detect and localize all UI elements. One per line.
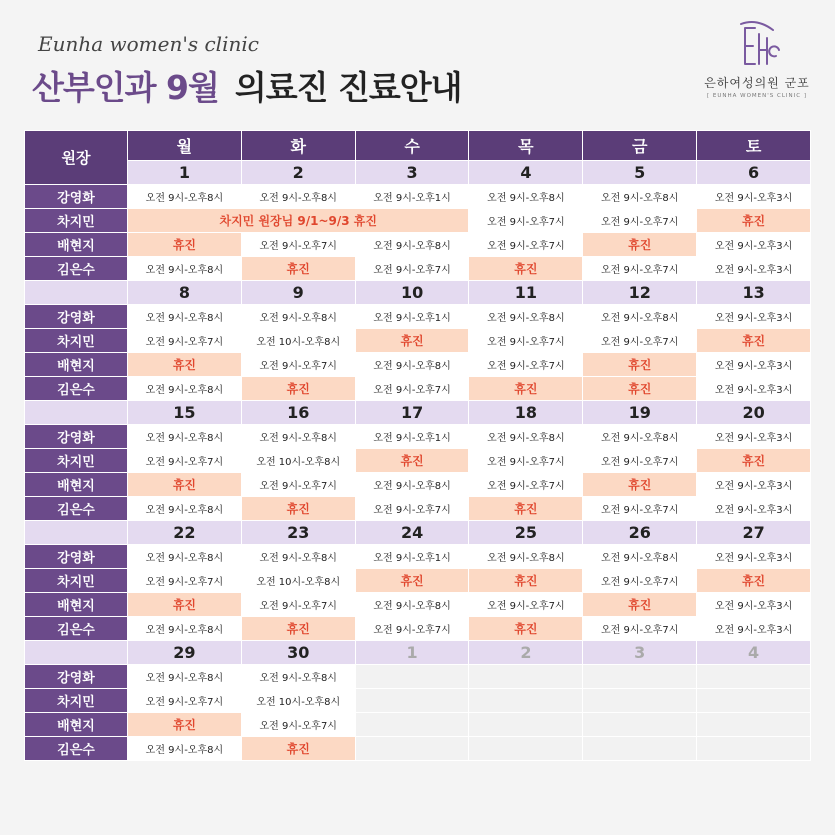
hours-cell: 오전 9시-오후7시 <box>355 497 469 521</box>
hours-cell <box>583 737 697 761</box>
hours-cell: 오전 9시-오후7시 <box>241 233 355 257</box>
hours-cell: 오전 9시-오후1시 <box>355 185 469 209</box>
doctor-name: 배현지 <box>25 593 128 617</box>
hours-cell: 오전 9시-오후3시 <box>697 545 811 569</box>
day-off-cell: 차지민 원장님 9/1~9/3 휴진 <box>128 209 469 233</box>
date-cell: 23 <box>241 521 355 545</box>
day-off-cell: 휴진 <box>469 617 583 641</box>
doctor-row <box>25 185 811 209</box>
doctor-name: 김은수 <box>25 257 128 281</box>
day-off-cell: 휴진 <box>355 569 469 593</box>
day-off-cell: 휴진 <box>355 329 469 353</box>
date-row-label <box>25 521 128 545</box>
day-off-cell: 휴진 <box>355 449 469 473</box>
hours-cell: 오전 9시-오후1시 <box>355 305 469 329</box>
weekday-header: 금 <box>583 131 697 161</box>
doctor-name: 차지민 <box>25 569 128 593</box>
doctor-row <box>25 473 811 497</box>
doctor-name: 강영화 <box>25 185 128 209</box>
date-cell: 29 <box>128 641 242 665</box>
hours-cell: 오전 9시-오후8시 <box>583 185 697 209</box>
weekday-header: 수 <box>355 131 469 161</box>
date-cell: 4 <box>697 641 811 665</box>
doctor-row <box>25 305 811 329</box>
doctor-name: 강영화 <box>25 545 128 569</box>
hours-cell <box>583 689 697 713</box>
hours-cell: 오전 9시-오후7시 <box>128 329 242 353</box>
hours-cell: 오전 10시-오후8시 <box>241 689 355 713</box>
date-row <box>25 641 811 665</box>
hours-cell: 오전 9시-오후7시 <box>241 713 355 737</box>
doctor-row <box>25 569 811 593</box>
hours-cell: 오전 9시-오후7시 <box>583 497 697 521</box>
hours-cell: 오전 9시-오후8시 <box>241 305 355 329</box>
date-cell: 30 <box>241 641 355 665</box>
hours-cell: 오전 9시-오후8시 <box>128 665 242 689</box>
weekday-row <box>25 131 811 161</box>
date-cell: 22 <box>128 521 242 545</box>
doctor-name: 배현지 <box>25 473 128 497</box>
date-cell: 25 <box>469 521 583 545</box>
corner-label: 원장 <box>25 131 128 185</box>
hours-cell: 오전 9시-오후7시 <box>355 377 469 401</box>
hours-cell: 오전 10시-오후8시 <box>241 449 355 473</box>
hours-cell: 오전 9시-오후8시 <box>128 257 242 281</box>
hours-cell: 오전 9시-오후1시 <box>355 545 469 569</box>
day-off-cell: 휴진 <box>241 377 355 401</box>
hours-cell: 오전 9시-오후8시 <box>469 425 583 449</box>
day-off-cell: 휴진 <box>241 737 355 761</box>
date-cell: 6 <box>697 161 811 185</box>
day-off-cell: 휴진 <box>241 257 355 281</box>
hours-cell: 오전 9시-오후8시 <box>583 425 697 449</box>
hours-cell: 오전 9시-오후8시 <box>241 185 355 209</box>
doctor-row <box>25 233 811 257</box>
date-cell: 9 <box>241 281 355 305</box>
hours-cell: 오전 9시-오후3시 <box>697 377 811 401</box>
hours-cell <box>697 713 811 737</box>
hours-cell: 오전 9시-오후7시 <box>583 617 697 641</box>
logo-name: 은하여성의원 군포 <box>704 76 810 90</box>
hours-cell: 오전 9시-오후8시 <box>355 593 469 617</box>
hours-cell: 오전 9시-오후3시 <box>697 473 811 497</box>
day-off-cell: 휴진 <box>469 377 583 401</box>
hours-cell: 오전 9시-오후8시 <box>583 545 697 569</box>
hours-cell <box>583 665 697 689</box>
hours-cell <box>355 689 469 713</box>
doctor-name: 배현지 <box>25 233 128 257</box>
hours-cell: 오전 9시-오후3시 <box>697 185 811 209</box>
date-cell: 27 <box>697 521 811 545</box>
doctor-name: 강영화 <box>25 665 128 689</box>
hours-cell: 오전 9시-오후8시 <box>241 545 355 569</box>
doctor-name: 강영화 <box>25 425 128 449</box>
hours-cell: 오전 9시-오후7시 <box>355 617 469 641</box>
day-off-cell: 휴진 <box>469 497 583 521</box>
date-cell: 1 <box>355 641 469 665</box>
hours-cell: 오전 9시-오후3시 <box>697 233 811 257</box>
hours-cell: 오전 9시-오후8시 <box>128 545 242 569</box>
hours-cell <box>469 713 583 737</box>
date-cell: 11 <box>469 281 583 305</box>
hours-cell: 오전 9시-오후7시 <box>128 449 242 473</box>
logo-mark-icon <box>727 20 787 72</box>
day-off-cell: 휴진 <box>697 449 811 473</box>
hours-cell: 오전 9시-오후7시 <box>469 593 583 617</box>
date-cell: 26 <box>583 521 697 545</box>
date-cell: 5 <box>583 161 697 185</box>
date-cell: 13 <box>697 281 811 305</box>
hours-cell: 오전 9시-오후7시 <box>355 257 469 281</box>
date-row-label <box>25 281 128 305</box>
hours-cell: 오전 9시-오후7시 <box>583 449 697 473</box>
hours-cell: 오전 9시-오후8시 <box>241 665 355 689</box>
doctor-name: 배현지 <box>25 353 128 377</box>
day-off-cell: 휴진 <box>583 473 697 497</box>
weekday-header: 화 <box>241 131 355 161</box>
date-row <box>25 161 811 185</box>
hours-cell: 오전 9시-오후8시 <box>469 545 583 569</box>
hours-cell: 오전 9시-오후1시 <box>355 425 469 449</box>
hours-cell: 오전 9시-오후7시 <box>241 473 355 497</box>
date-cell: 24 <box>355 521 469 545</box>
hours-cell: 오전 10시-오후8시 <box>241 329 355 353</box>
date-row-label <box>25 401 128 425</box>
hours-cell: 오전 9시-오후8시 <box>128 185 242 209</box>
doctor-row <box>25 257 811 281</box>
day-off-cell: 휴진 <box>697 209 811 233</box>
day-off-cell: 휴진 <box>583 233 697 257</box>
hours-cell <box>583 713 697 737</box>
schedule-table <box>24 130 811 761</box>
date-cell: 10 <box>355 281 469 305</box>
date-cell: 3 <box>355 161 469 185</box>
doctor-name: 김은수 <box>25 377 128 401</box>
date-cell: 1 <box>128 161 242 185</box>
day-off-cell: 휴진 <box>469 257 583 281</box>
day-off-cell: 휴진 <box>128 233 242 257</box>
doctor-row <box>25 497 811 521</box>
date-row <box>25 401 811 425</box>
hours-cell: 오전 9시-오후3시 <box>697 617 811 641</box>
hours-cell: 오전 9시-오후7시 <box>469 209 583 233</box>
doctor-row <box>25 377 811 401</box>
hours-cell <box>355 737 469 761</box>
doctor-row <box>25 329 811 353</box>
hours-cell: 오전 9시-오후8시 <box>128 497 242 521</box>
day-off-cell: 휴진 <box>583 593 697 617</box>
date-row <box>25 281 811 305</box>
doctor-name: 김은수 <box>25 497 128 521</box>
doctor-row <box>25 449 811 473</box>
day-off-cell: 휴진 <box>697 569 811 593</box>
hours-cell: 오전 9시-오후7시 <box>128 689 242 713</box>
day-off-cell: 휴진 <box>128 473 242 497</box>
day-off-cell: 휴진 <box>697 329 811 353</box>
day-off-cell: 휴진 <box>128 713 242 737</box>
date-row-label <box>25 641 128 665</box>
date-cell: 4 <box>469 161 583 185</box>
date-cell: 15 <box>128 401 242 425</box>
doctor-name: 강영화 <box>25 305 128 329</box>
date-cell: 2 <box>469 641 583 665</box>
hours-cell: 오전 9시-오후7시 <box>241 593 355 617</box>
hours-cell: 오전 9시-오후7시 <box>469 353 583 377</box>
hours-cell: 오전 9시-오후8시 <box>128 425 242 449</box>
date-cell: 2 <box>241 161 355 185</box>
hours-cell: 오전 9시-오후8시 <box>128 737 242 761</box>
hours-cell: 오전 9시-오후7시 <box>583 257 697 281</box>
hours-cell: 오전 9시-오후7시 <box>469 233 583 257</box>
hours-cell: 오전 9시-오후8시 <box>128 377 242 401</box>
hours-cell: 오전 9시-오후8시 <box>128 617 242 641</box>
day-off-cell: 휴진 <box>128 353 242 377</box>
logo-subtitle: [ EUNHA WOMEN'S CLINIC ] <box>706 93 807 99</box>
hours-cell: 오전 9시-오후8시 <box>241 425 355 449</box>
hours-cell: 오전 9시-오후8시 <box>469 185 583 209</box>
doctor-name: 김은수 <box>25 737 128 761</box>
day-off-cell: 휴진 <box>583 377 697 401</box>
date-cell: 16 <box>241 401 355 425</box>
date-cell: 20 <box>697 401 811 425</box>
hours-cell: 오전 9시-오후3시 <box>697 305 811 329</box>
script-title: Eunha women's clinic <box>38 32 259 56</box>
weekday-header: 목 <box>469 131 583 161</box>
doctor-row <box>25 593 811 617</box>
date-cell: 8 <box>128 281 242 305</box>
hours-cell: 오전 9시-오후8시 <box>355 353 469 377</box>
hours-cell: 오전 9시-오후8시 <box>469 305 583 329</box>
date-cell: 17 <box>355 401 469 425</box>
page-title <box>32 62 461 109</box>
hours-cell: 오전 9시-오후7시 <box>469 473 583 497</box>
doctor-row <box>25 617 811 641</box>
doctor-row <box>25 665 811 689</box>
doctor-name: 차지민 <box>25 209 128 233</box>
doctor-row <box>25 353 811 377</box>
hours-cell: 오전 9시-오후7시 <box>583 329 697 353</box>
hours-cell: 오전 9시-오후7시 <box>241 353 355 377</box>
hours-cell: 오전 10시-오후8시 <box>241 569 355 593</box>
doctor-row <box>25 425 811 449</box>
hours-cell: 오전 9시-오후7시 <box>128 569 242 593</box>
hours-cell: 오전 9시-오후7시 <box>469 449 583 473</box>
hours-cell <box>469 689 583 713</box>
day-off-cell: 휴진 <box>583 353 697 377</box>
hours-cell: 오전 9시-오후7시 <box>469 329 583 353</box>
date-row <box>25 521 811 545</box>
day-off-cell: 휴진 <box>469 569 583 593</box>
hours-cell <box>469 737 583 761</box>
title-main: 의료진 진료안내 <box>234 68 462 107</box>
doctor-name: 김은수 <box>25 617 128 641</box>
hours-cell: 오전 9시-오후7시 <box>583 569 697 593</box>
date-cell: 18 <box>469 401 583 425</box>
hours-cell <box>355 713 469 737</box>
hours-cell <box>697 665 811 689</box>
hours-cell: 오전 9시-오후8시 <box>128 305 242 329</box>
doctor-row <box>25 209 811 233</box>
doctor-name: 차지민 <box>25 689 128 713</box>
title-accent: 산부인과 9월 <box>32 68 219 107</box>
hours-cell: 오전 9시-오후7시 <box>583 209 697 233</box>
doctor-row <box>25 713 811 737</box>
hours-cell <box>469 665 583 689</box>
hours-cell: 오전 9시-오후8시 <box>355 473 469 497</box>
date-cell: 3 <box>583 641 697 665</box>
date-cell: 19 <box>583 401 697 425</box>
hours-cell: 오전 9시-오후8시 <box>583 305 697 329</box>
day-off-cell: 휴진 <box>128 593 242 617</box>
doctor-name: 차지민 <box>25 449 128 473</box>
hours-cell: 오전 9시-오후3시 <box>697 593 811 617</box>
day-off-cell: 휴진 <box>241 617 355 641</box>
date-cell: 12 <box>583 281 697 305</box>
hours-cell: 오전 9시-오후3시 <box>697 497 811 521</box>
doctor-row <box>25 545 811 569</box>
weekday-header: 월 <box>128 131 242 161</box>
hours-cell: 오전 9시-오후3시 <box>697 353 811 377</box>
weekday-header: 토 <box>697 131 811 161</box>
doctor-name: 차지민 <box>25 329 128 353</box>
day-off-cell: 휴진 <box>241 497 355 521</box>
hours-cell: 오전 9시-오후3시 <box>697 425 811 449</box>
doctor-row <box>25 737 811 761</box>
hours-cell <box>697 737 811 761</box>
doctor-name: 배현지 <box>25 713 128 737</box>
clinic-logo <box>702 20 812 115</box>
hours-cell <box>697 689 811 713</box>
hours-cell <box>355 665 469 689</box>
hours-cell: 오전 9시-오후8시 <box>355 233 469 257</box>
hours-cell: 오전 9시-오후3시 <box>697 257 811 281</box>
doctor-row <box>25 689 811 713</box>
